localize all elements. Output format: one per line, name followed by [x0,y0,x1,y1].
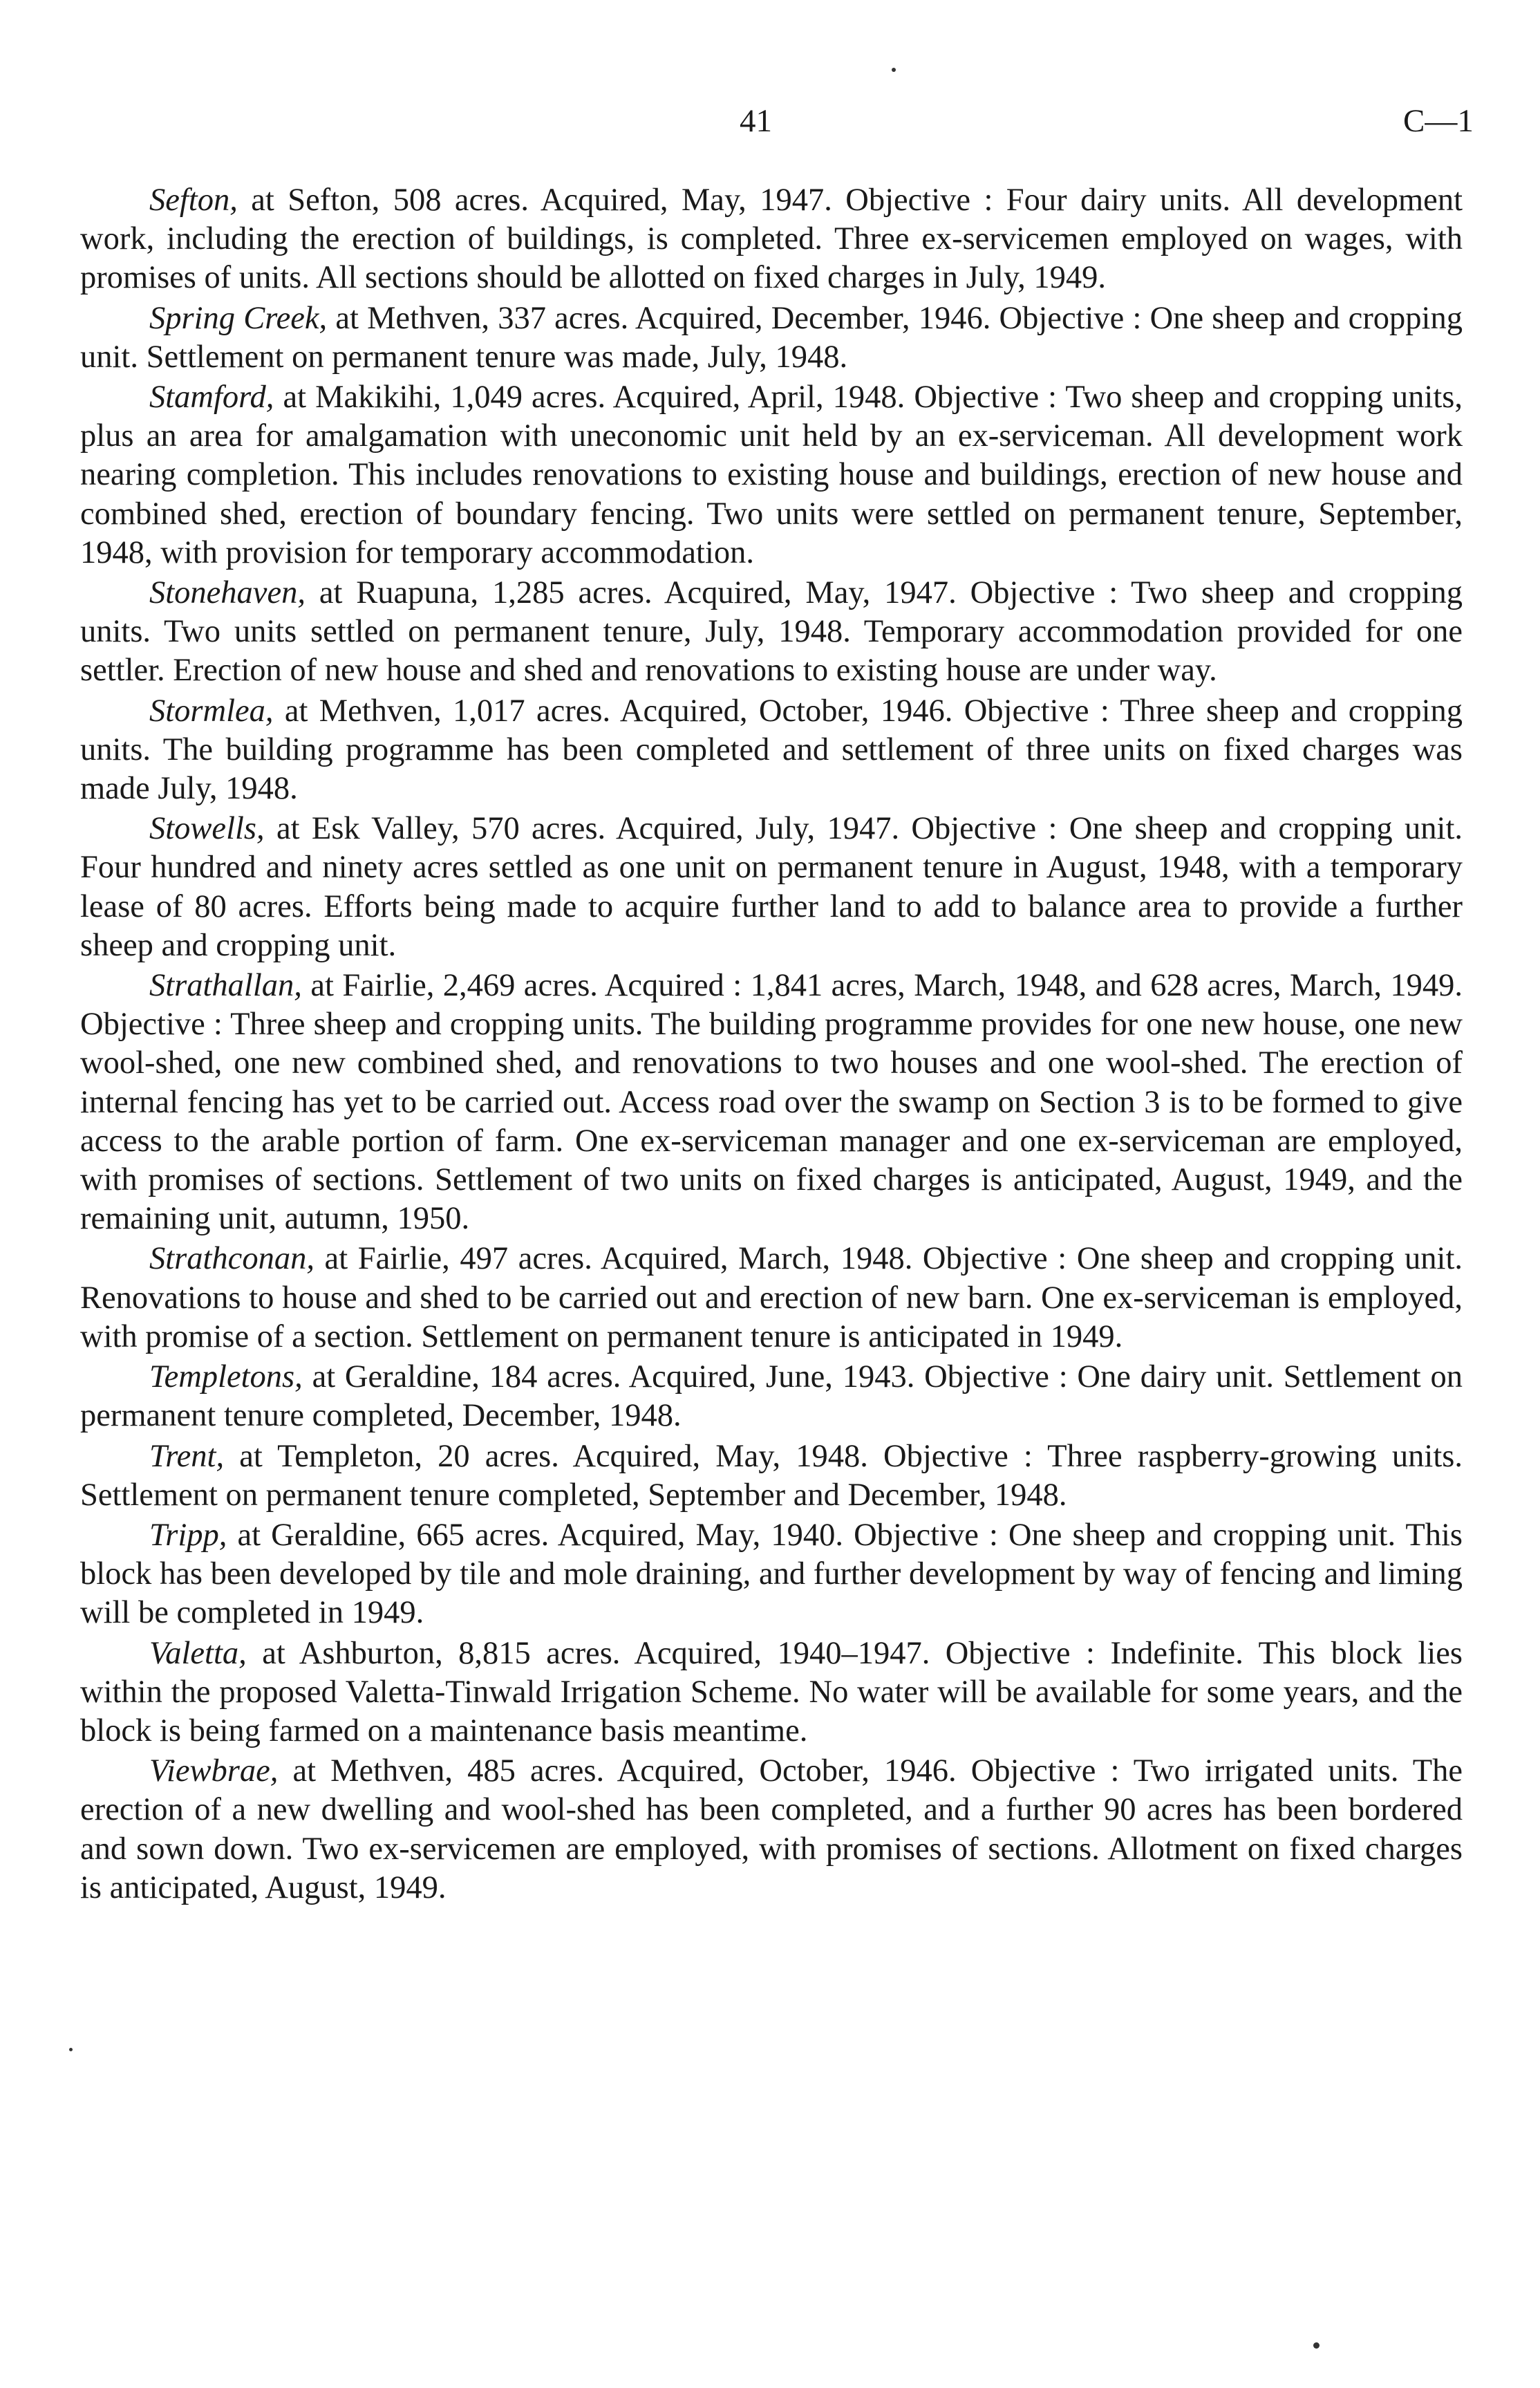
scan-speck [892,68,896,72]
entry-valetta [80,1634,1463,1751]
entry-name: Sefton, [149,183,238,218]
entry-stonehaven [80,574,1463,691]
entry-strathallan [80,967,1463,1238]
entry-text: at Ashburton, 8,815 acres. Acquired, 1940–1947. Objective : Indefinite. This block lies within the proposed Valetta-Tinwald Irrigation Scheme. No water will be available for some years, and the block is being farmed on a maintenance basis meantime. [80,1635,1463,1748]
entry-spring-creek [80,299,1463,377]
entry-name: Stamford, [149,380,274,416]
body-text [80,181,1463,1909]
entry-name: Stonehaven, [149,575,306,611]
page-header [0,102,1540,151]
entry-name: Viewbrae, [149,1753,279,1789]
document-reference: C—1 [1403,103,1474,139]
entry-stamford [80,378,1463,572]
entry-text: at Fairlie, 497 acres. Acquired, March, 1948. Objective : One sheep and cropping unit. Renovations to house and shed to be carried out and erection of new barn. One ex-serviceman is employed, with promise of a section. Settlement on permanent tenure is anticipated in 1949. [80,1241,1463,1354]
entry-text: at Esk Valley, 570 acres. Acquired, July, 1947. Objective : One sheep and cropping unit. Four hundred and ninety acres settled as one unit on permanent tenure in August, 1948, with a temporary lease of 80 acres. Efforts being made to acquire further land to add to balance area to provide a further sheep and cropping unit. [80,811,1463,963]
entry-name: Spring Creek, [149,300,328,336]
entry-text: at Fairlie, 2,469 acres. Acquired : 1,841 acres, March, 1948, and 628 acres, March, 1949. Objective : Three sheep and cropping units. The building programme provides for one new house, one new wool-shed, one new combined shed, and renovations to two houses and one wool-shed. The erection of internal fencing has yet to be carried out. Access road over the swamp on Section 3 is to be formed to give access to the arable portion of farm. One ex-serviceman manager and one ex-serviceman are employed, with promises of sections. Settlement of two units on fixed charges is anticipated, August, 1949, and the remaining unit, autumn, 1950. [80,968,1463,1237]
entry-strathconan [80,1240,1463,1356]
entry-text: at Makikihi, 1,049 acres. Acquired, April, 1948. Objective : Two sheep and cropping units, plus an area for amalgamation with uneconomic unit held by an ex-serviceman. All development work nearing completion. This includes renovations to existing house and buildings, erection of new house and combined shed, erection of boundary fencing. Two units were settled on permanent tenure, September, 1948, with provision for temporary accommodation. [80,380,1463,570]
entry-name: Stowells, [149,811,265,847]
entry-trent [80,1437,1463,1515]
entry-stowells [80,810,1463,965]
entry-name: Strathallan, [149,968,302,1004]
entry-text: at Methven, 485 acres. Acquired, October, 1946. Objective : Two irrigated units. The erection of a new dwelling and wool-shed has been completed, and a further 90 acres has been bordered and sown down. Two ex-servicemen are employed, with promises of sections. Allotment on fixed charges is anticipated, August, 1949. [80,1753,1463,1905]
scan-speck [1313,2342,1320,2349]
entry-name: Strathconan, [149,1241,314,1277]
entry-tripp [80,1516,1463,1633]
entry-name: Tripp, [149,1517,227,1553]
entry-text: at Sefton, 508 acres. Acquired, May, 1947. Objective : Four dairy units. All development work, including the erection of buildings, is completed. Three ex-servicemen employed on wages, with promises of units. All sections should be allotted on fixed charges in July, 1949. [80,183,1463,296]
entry-text: at Geraldine, 184 acres. Acquired, June, 1943. Objective : One dairy unit. Settlement on permanent tenure completed, December, 1948. [80,1359,1463,1434]
entry-name: Templetons, [149,1359,303,1395]
entry-text: at Geraldine, 665 acres. Acquired, May, 1940. Objective : One sheep and cropping unit. This block has been developed by tile and mole draining, and further development by way of fencing and liming will be completed in 1949. [80,1517,1463,1631]
page-number: 41 [740,103,772,139]
scan-speck [69,2048,73,2051]
entry-name: Valetta, [149,1635,247,1671]
entry-templetons [80,1358,1463,1435]
entry-stormlea [80,692,1463,809]
entry-name: Trent, [149,1438,225,1474]
entry-text: at Methven, 1,017 acres. Acquired, October, 1946. Objective : Three sheep and cropping units. The building programme has been completed and settlement of three units on fixed charges was made July, 1948. [80,693,1463,807]
entry-text: at Ruapuna, 1,285 acres. Acquired, May, 1947. Objective : Two sheep and cropping units. Two units settled on permanent tenure, July, 1948. Temporary accommodation provided for one settler. Erection of new house and shed and renovations to existing house are under way. [80,575,1463,689]
entry-sefton [80,181,1463,298]
entry-text: at Methven, 337 acres. Acquired, December, 1946. Objective : One sheep and cropping unit. Settlement on permanent tenure was made, July, 1948. [80,300,1463,375]
entry-viewbrae [80,1752,1463,1907]
entry-name: Stormlea, [149,693,274,729]
entry-text: at Templeton, 20 acres. Acquired, May, 1948. Objective : Three raspberry-growing units. Settlement on permanent tenure completed, September and December, 1948. [80,1438,1463,1513]
